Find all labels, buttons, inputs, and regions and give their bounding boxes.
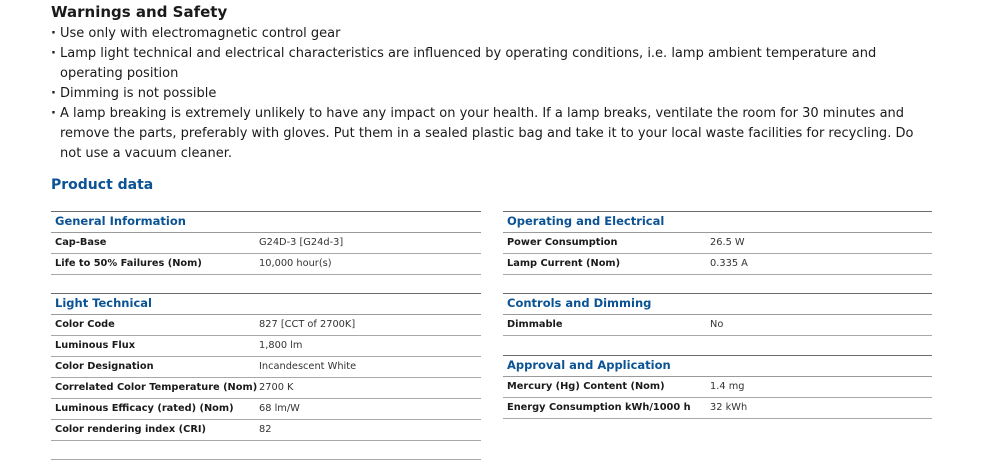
spec-row xyxy=(503,398,932,419)
spec-row xyxy=(51,336,481,357)
section-operating-electrical xyxy=(503,211,932,275)
warning-item: · Use only with electromagnetic control gear xyxy=(51,24,931,44)
spec-value: G24D-3 [G24d-3] xyxy=(259,237,344,248)
section-heading: Controls and Dimming xyxy=(503,293,932,315)
spec-label: Color rendering index (CRI) xyxy=(55,424,207,435)
spec-row xyxy=(51,315,481,336)
spec-value: 0.335 A xyxy=(710,258,748,269)
spec-value: No xyxy=(710,319,724,330)
spec-row xyxy=(503,233,932,254)
warning-item: · Dimming is not possible xyxy=(51,84,931,104)
spec-row xyxy=(51,233,481,254)
spec-label: Dimmable xyxy=(507,319,563,330)
spec-label: Mercury (Hg) Content (Nom) xyxy=(507,381,665,392)
spec-label: Energy Consumption kWh/1000 h xyxy=(507,402,691,413)
section-heading: General Information xyxy=(51,211,481,233)
spec-row xyxy=(503,254,932,275)
spec-value: 1,800 lm xyxy=(259,340,303,351)
spec-value: 827 [CCT of 2700K] xyxy=(259,319,356,330)
spec-label: Power Consumption xyxy=(507,237,618,248)
spec-value: 1.4 mg xyxy=(710,381,745,392)
spec-value: Incandescent White xyxy=(259,361,357,372)
section-approval-application xyxy=(503,355,932,419)
spec-row xyxy=(51,420,481,441)
section-heading: Approval and Application xyxy=(503,355,932,377)
spec-label: Cap-Base xyxy=(55,237,107,248)
warnings-title: Warnings and Safety xyxy=(51,3,228,21)
spec-row xyxy=(503,315,932,336)
spec-label: Life to 50% Failures (Nom) xyxy=(55,258,202,269)
warning-item: · A lamp breaking is extremely unlikely to have any impact on your health. If a lamp breaks, ventilate the room for 30 minutes and remove the parts, preferably with gloves. Put them in a sealed plastic bag and take it to your local waste facilities for recycling. Do not use a vacuum cleaner. xyxy=(51,104,931,164)
spec-value: 26.5 W xyxy=(710,237,745,248)
warnings-list xyxy=(51,24,931,164)
spec-row xyxy=(51,399,481,420)
spec-value: 32 kWh xyxy=(710,402,748,413)
warning-item: · Lamp light technical and electrical characteristics are influenced by operating conditions, i.e. lamp ambient temperature and operating position xyxy=(51,44,931,84)
spec-value: 82 xyxy=(259,424,272,435)
spec-label: Correlated Color Temperature (Nom) xyxy=(55,382,258,393)
spec-label: Luminous Efficacy (rated) (Nom) xyxy=(55,403,234,414)
spec-value: 10,000 hour(s) xyxy=(259,258,332,269)
spec-label: Luminous Flux xyxy=(55,340,136,351)
section-general-information xyxy=(51,211,481,275)
spec-row xyxy=(51,254,481,275)
spec-label: Color Code xyxy=(55,319,115,330)
spec-value: 68 lm/W xyxy=(259,403,300,414)
spec-row xyxy=(51,378,481,399)
spec-label: Color Designation xyxy=(55,361,154,372)
spec-value: 2700 K xyxy=(259,382,294,393)
section-controls-dimming xyxy=(503,293,932,336)
spec-row xyxy=(503,377,932,398)
table-end-divider xyxy=(51,459,481,460)
spec-label: Lamp Current (Nom) xyxy=(507,258,621,269)
spec-row xyxy=(51,357,481,378)
section-heading: Operating and Electrical xyxy=(503,211,932,233)
product-data-title: Product data xyxy=(51,177,154,193)
section-heading: Light Technical xyxy=(51,293,481,315)
section-light-technical xyxy=(51,293,481,441)
